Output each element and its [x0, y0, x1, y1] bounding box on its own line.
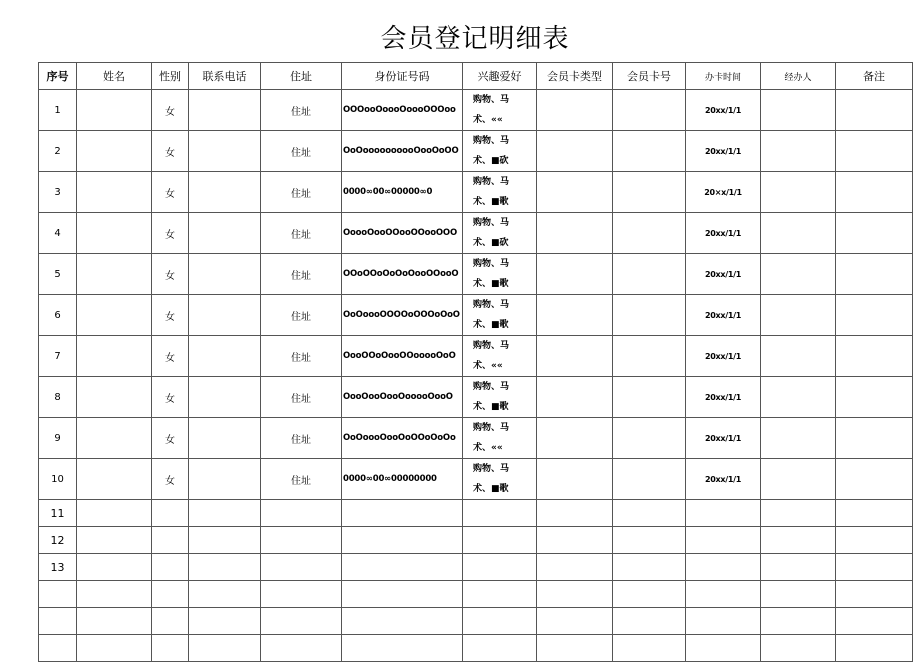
- cell-agent: [761, 418, 836, 459]
- cell-hobby: [463, 295, 537, 336]
- cell-no: 8: [39, 377, 77, 418]
- cell-gender: 女: [152, 172, 189, 213]
- cell-empty: [761, 581, 836, 608]
- cell-empty: [686, 554, 761, 581]
- cell-gender: 女: [152, 213, 189, 254]
- cell-phone: [189, 336, 261, 377]
- cell-gender: 女: [152, 377, 189, 418]
- cell-id: 0000∞00∞00000∞0: [342, 172, 463, 213]
- cell-agent: [761, 90, 836, 131]
- cell-empty: [836, 581, 913, 608]
- cell-card-no: [613, 336, 686, 377]
- hobby-line-2: 术、««: [473, 115, 503, 125]
- cell-empty: [537, 527, 613, 554]
- cell-card-type: [537, 172, 613, 213]
- cell-note: [836, 131, 913, 172]
- cell-address: 住址: [261, 90, 342, 131]
- cell-no: 13: [39, 554, 77, 581]
- cell-address: 住址: [261, 459, 342, 500]
- cell-agent: [761, 254, 836, 295]
- cell-card-no: [613, 131, 686, 172]
- cell-id: OoOoooOOOOoOOOoOoO: [342, 295, 463, 336]
- cell-gender: 女: [152, 131, 189, 172]
- header-cell-name: 姓名: [77, 63, 152, 90]
- cell-phone: [189, 377, 261, 418]
- cell-hobby: [463, 377, 537, 418]
- header-cell-no: 序号: [39, 63, 77, 90]
- table-row: [39, 295, 913, 336]
- cell-empty: [152, 554, 189, 581]
- cell-empty: [613, 500, 686, 527]
- header-cell-card-no: 会员卡号: [613, 63, 686, 90]
- cell-time: 20×x/1/1: [686, 172, 761, 213]
- table-row: [39, 336, 913, 377]
- cell-time: 20xx/1/1: [686, 254, 761, 295]
- cell-empty: [836, 635, 913, 662]
- cell-card-no: [613, 254, 686, 295]
- cell-empty: [342, 500, 463, 527]
- cell-empty: [189, 608, 261, 635]
- cell-card-no: [613, 213, 686, 254]
- cell-empty: [261, 500, 342, 527]
- cell-card-type: [537, 254, 613, 295]
- cell-name: [77, 254, 152, 295]
- cell-empty: [836, 500, 913, 527]
- cell-no: 3: [39, 172, 77, 213]
- cell-no: 5: [39, 254, 77, 295]
- cell-empty: [761, 527, 836, 554]
- cell-id: OoOoooooooooOooOoOO: [342, 131, 463, 172]
- cell-empty: [77, 608, 152, 635]
- cell-gender: 女: [152, 336, 189, 377]
- cell-empty: [342, 608, 463, 635]
- cell-no: [39, 635, 77, 662]
- cell-hobby: [463, 418, 537, 459]
- header-cell-agent: 经办人: [761, 63, 836, 90]
- cell-no: [39, 608, 77, 635]
- hobby-line-1: 购物、马: [473, 300, 510, 310]
- cell-card-type: [537, 377, 613, 418]
- cell-empty: [342, 527, 463, 554]
- header-cell-time: 办卡时间: [686, 63, 761, 90]
- hobby-line-2: 术、■歌: [473, 484, 509, 494]
- cell-empty: [537, 635, 613, 662]
- cell-agent: [761, 213, 836, 254]
- cell-id: OoooOooOOooOOooOOO: [342, 213, 463, 254]
- table-row: [39, 418, 913, 459]
- cell-empty: [686, 635, 761, 662]
- cell-id: OooOooOooOooooOooO: [342, 377, 463, 418]
- cell-empty: [152, 608, 189, 635]
- cell-hobby: [463, 336, 537, 377]
- cell-name: [77, 172, 152, 213]
- table-row: [39, 213, 913, 254]
- hobby-line-2: 术、««: [473, 443, 503, 453]
- table-row: [39, 172, 913, 213]
- cell-empty: [152, 635, 189, 662]
- cell-empty: [189, 581, 261, 608]
- cell-id: OoOoooOooOoOOoOoOo: [342, 418, 463, 459]
- hobby-line-1: 购物、马: [473, 341, 510, 351]
- cell-card-no: [613, 172, 686, 213]
- cell-card-type: [537, 131, 613, 172]
- cell-time: 20xx/1/1: [686, 213, 761, 254]
- table-row: [39, 377, 913, 418]
- hobby-line-1: 购物、马: [473, 218, 510, 228]
- cell-empty: [836, 527, 913, 554]
- cell-empty: [613, 608, 686, 635]
- hobby-line-1: 购物、马: [473, 259, 510, 269]
- cell-empty: [261, 581, 342, 608]
- table-header-row: [39, 63, 913, 90]
- cell-time: 20xx/1/1: [686, 459, 761, 500]
- cell-empty: [463, 554, 537, 581]
- cell-time: 20xx/1/1: [686, 295, 761, 336]
- cell-empty: [761, 635, 836, 662]
- cell-phone: [189, 90, 261, 131]
- cell-id: OOoOOoOoOoOooOOooO: [342, 254, 463, 295]
- cell-time: 20xx/1/1: [686, 336, 761, 377]
- cell-address: 住址: [261, 418, 342, 459]
- cell-empty: [261, 527, 342, 554]
- cell-empty: [77, 554, 152, 581]
- table-row-empty: [39, 608, 913, 635]
- cell-address: 住址: [261, 131, 342, 172]
- cell-card-no: [613, 459, 686, 500]
- cell-hobby: [463, 459, 537, 500]
- cell-empty: [342, 581, 463, 608]
- cell-no: 1: [39, 90, 77, 131]
- cell-card-type: [537, 295, 613, 336]
- cell-empty: [686, 527, 761, 554]
- table-row: [39, 459, 913, 500]
- cell-time: 20xx/1/1: [686, 377, 761, 418]
- cell-name: [77, 131, 152, 172]
- table-row: [39, 254, 913, 295]
- cell-time: 20xx/1/1: [686, 90, 761, 131]
- cell-empty: [77, 527, 152, 554]
- cell-empty: [613, 554, 686, 581]
- cell-no: 6: [39, 295, 77, 336]
- cell-empty: [537, 500, 613, 527]
- cell-empty: [189, 500, 261, 527]
- cell-agent: [761, 131, 836, 172]
- cell-phone: [189, 213, 261, 254]
- cell-id: OooOOoOooOOooooOoO: [342, 336, 463, 377]
- cell-note: [836, 90, 913, 131]
- cell-empty: [152, 581, 189, 608]
- cell-hobby: [463, 213, 537, 254]
- table-row-empty: [39, 581, 913, 608]
- cell-no: 12: [39, 527, 77, 554]
- cell-empty: [463, 527, 537, 554]
- cell-note: [836, 213, 913, 254]
- cell-agent: [761, 295, 836, 336]
- cell-card-type: [537, 418, 613, 459]
- cell-empty: [463, 635, 537, 662]
- table-row-empty: [39, 527, 913, 554]
- cell-agent: [761, 377, 836, 418]
- hobby-line-1: 购物、马: [473, 464, 510, 474]
- cell-time: 20xx/1/1: [686, 131, 761, 172]
- cell-phone: [189, 131, 261, 172]
- header-cell-address: 住址: [261, 63, 342, 90]
- cell-empty: [342, 554, 463, 581]
- hobby-line-1: 购物、马: [473, 423, 510, 433]
- cell-name: [77, 213, 152, 254]
- table-row-empty: [39, 635, 913, 662]
- cell-empty: [463, 608, 537, 635]
- cell-card-no: [613, 90, 686, 131]
- cell-phone: [189, 254, 261, 295]
- cell-empty: [686, 581, 761, 608]
- hobby-line-2: 术、■歌: [473, 320, 509, 330]
- cell-empty: [761, 500, 836, 527]
- cell-empty: [537, 581, 613, 608]
- hobby-line-1: 购物、马: [473, 136, 510, 146]
- cell-no: 9: [39, 418, 77, 459]
- cell-name: [77, 90, 152, 131]
- cell-card-no: [613, 377, 686, 418]
- cell-phone: [189, 295, 261, 336]
- cell-hobby: [463, 90, 537, 131]
- cell-hobby: [463, 254, 537, 295]
- table-row: [39, 131, 913, 172]
- cell-no: 7: [39, 336, 77, 377]
- cell-empty: [613, 581, 686, 608]
- cell-empty: [189, 527, 261, 554]
- cell-agent: [761, 336, 836, 377]
- table-row: [39, 90, 913, 131]
- cell-empty: [613, 527, 686, 554]
- cell-note: [836, 459, 913, 500]
- cell-empty: [77, 635, 152, 662]
- member-register-table: [38, 62, 913, 662]
- cell-card-type: [537, 213, 613, 254]
- cell-note: [836, 336, 913, 377]
- header-cell-note: 备注: [836, 63, 913, 90]
- cell-id: OOOooOoooOoooOOOoo: [342, 90, 463, 131]
- cell-name: [77, 418, 152, 459]
- cell-empty: [761, 608, 836, 635]
- cell-note: [836, 377, 913, 418]
- cell-note: [836, 172, 913, 213]
- cell-name: [77, 377, 152, 418]
- cell-empty: [77, 500, 152, 527]
- table-row-empty: [39, 554, 913, 581]
- hobby-line-2: 术、■歌: [473, 279, 509, 289]
- cell-note: [836, 295, 913, 336]
- hobby-line-1: 购物、马: [473, 95, 510, 105]
- cell-note: [836, 254, 913, 295]
- cell-agent: [761, 459, 836, 500]
- cell-phone: [189, 459, 261, 500]
- hobby-line-2: 术、■砍: [473, 156, 509, 166]
- hobby-line-1: 购物、马: [473, 177, 510, 187]
- cell-empty: [463, 500, 537, 527]
- cell-no: [39, 581, 77, 608]
- cell-empty: [189, 554, 261, 581]
- cell-no: 4: [39, 213, 77, 254]
- cell-empty: [537, 608, 613, 635]
- cell-empty: [152, 527, 189, 554]
- page-title: 会员登记明细表: [380, 24, 570, 54]
- cell-card-type: [537, 459, 613, 500]
- cell-empty: [613, 635, 686, 662]
- cell-empty: [261, 608, 342, 635]
- cell-address: 住址: [261, 377, 342, 418]
- header-cell-gender: 性别: [152, 63, 189, 90]
- cell-empty: [761, 554, 836, 581]
- cell-empty: [686, 500, 761, 527]
- cell-address: 住址: [261, 336, 342, 377]
- cell-hobby: [463, 172, 537, 213]
- hobby-line-2: 术、■歌: [473, 197, 509, 207]
- cell-gender: 女: [152, 295, 189, 336]
- cell-card-no: [613, 295, 686, 336]
- cell-empty: [463, 581, 537, 608]
- header-cell-phone: 联系电话: [189, 63, 261, 90]
- hobby-line-2: 术、■歌: [473, 402, 509, 412]
- cell-name: [77, 336, 152, 377]
- cell-gender: 女: [152, 459, 189, 500]
- cell-card-type: [537, 336, 613, 377]
- cell-address: 住址: [261, 254, 342, 295]
- cell-id: 0000∞00∞00000000: [342, 459, 463, 500]
- cell-address: 住址: [261, 295, 342, 336]
- cell-gender: 女: [152, 90, 189, 131]
- cell-empty: [537, 554, 613, 581]
- cell-name: [77, 459, 152, 500]
- cell-time: 20xx/1/1: [686, 418, 761, 459]
- cell-no: 2: [39, 131, 77, 172]
- cell-phone: [189, 418, 261, 459]
- hobby-line-1: 购物、马: [473, 382, 510, 392]
- cell-address: 住址: [261, 213, 342, 254]
- cell-empty: [342, 635, 463, 662]
- cell-card-no: [613, 418, 686, 459]
- cell-empty: [152, 500, 189, 527]
- cell-empty: [686, 608, 761, 635]
- cell-gender: 女: [152, 254, 189, 295]
- header-cell-card-type: 会员卡类型: [537, 63, 613, 90]
- cell-note: [836, 418, 913, 459]
- cell-phone: [189, 172, 261, 213]
- cell-no: 11: [39, 500, 77, 527]
- cell-name: [77, 295, 152, 336]
- cell-empty: [836, 608, 913, 635]
- cell-empty: [77, 581, 152, 608]
- cell-gender: 女: [152, 418, 189, 459]
- cell-agent: [761, 172, 836, 213]
- hobby-line-2: 术、««: [473, 361, 503, 371]
- cell-empty: [261, 635, 342, 662]
- table-row-empty: [39, 500, 913, 527]
- cell-empty: [189, 635, 261, 662]
- cell-empty: [261, 554, 342, 581]
- cell-hobby: [463, 131, 537, 172]
- hobby-line-2: 术、■砍: [473, 238, 509, 248]
- header-cell-id: 身份证号码: [342, 63, 463, 90]
- cell-address: 住址: [261, 172, 342, 213]
- header-cell-hobby: 兴趣爱好: [463, 63, 537, 90]
- cell-empty: [836, 554, 913, 581]
- cell-card-type: [537, 90, 613, 131]
- cell-no: 10: [39, 459, 77, 500]
